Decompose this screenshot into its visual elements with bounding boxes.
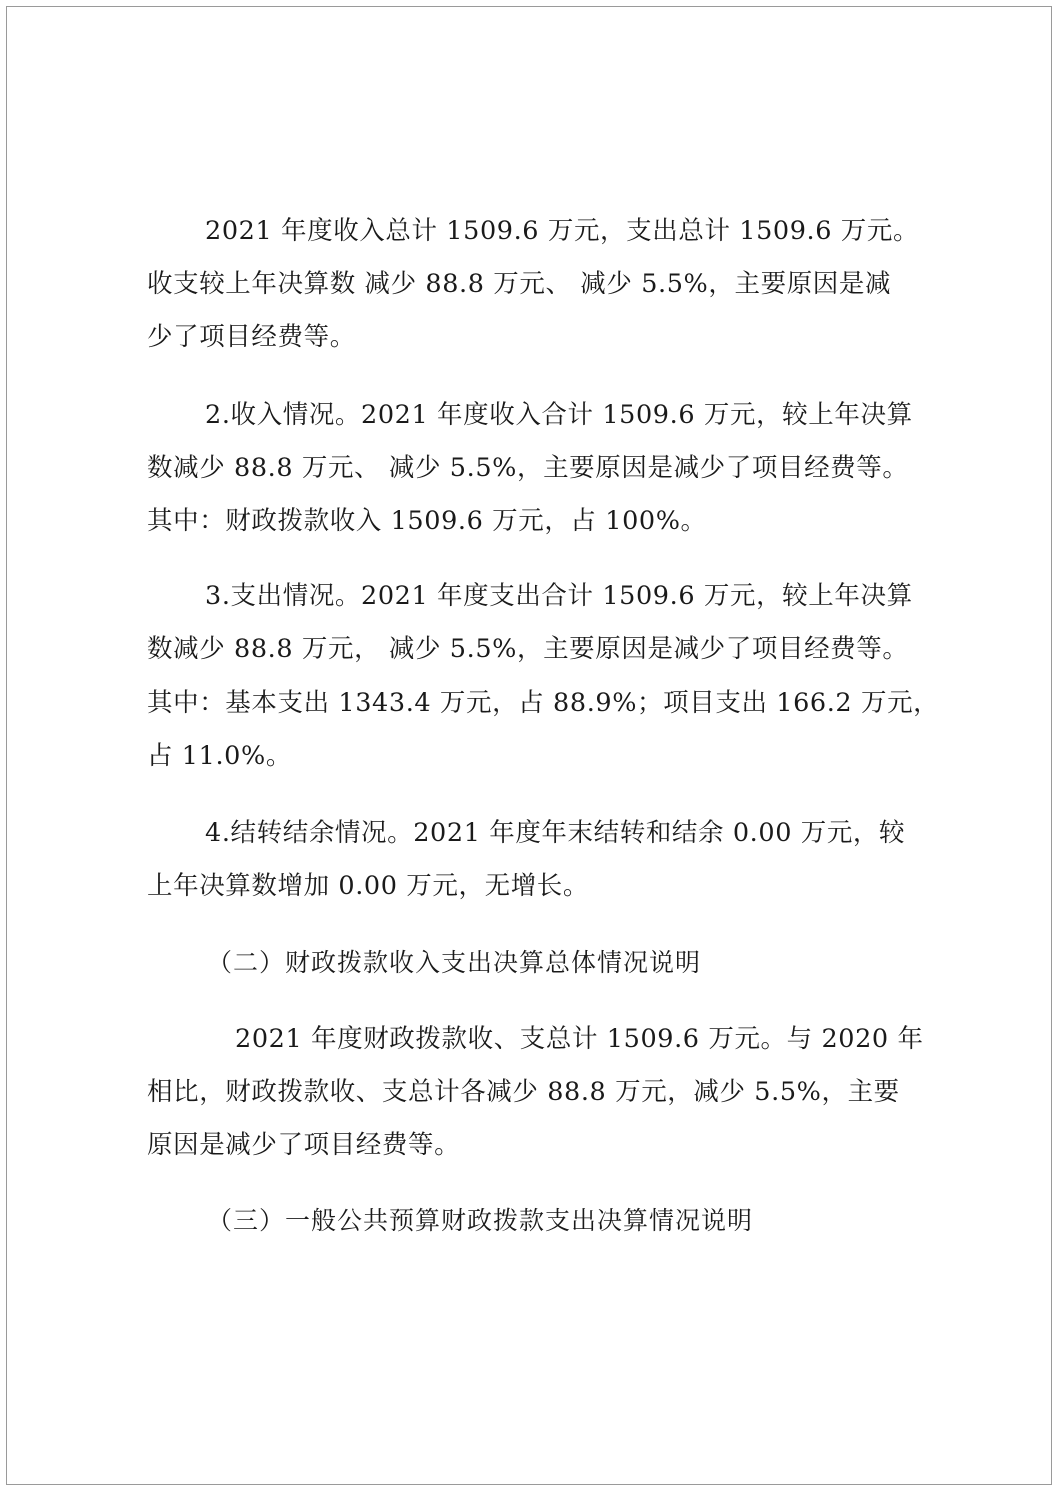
expense-line-2: 数减少 88.8 万元， 减少 5.5%，主要原因是减少了项目经费等。 xyxy=(147,634,909,664)
fiscal-line-1: 2021 年度财政拨款收、支总计 1509.6 万元。与 2020 年 xyxy=(235,1024,924,1054)
page xyxy=(6,6,1052,1485)
summary-line-2: 收支较上年决算数 减少 88.8 万元、 减少 5.5%，主要原因是减 xyxy=(147,269,892,299)
summary-line-1: 2021 年度收入总计 1509.6 万元，支出总计 1509.6 万元。 xyxy=(205,216,920,246)
expense-line-1: 3.支出情况。2021 年度支出合计 1509.6 万元，较上年决算 xyxy=(205,581,913,611)
income-line-3: 其中：财政拨款收入 1509.6 万元，占 100%。 xyxy=(147,506,707,536)
expense-line-3: 其中：基本支出 1343.4 万元，占 88.9%；项目支出 166.2 万元， xyxy=(147,688,940,718)
section-heading-3: （三）一般公共预算财政拨款支出决算情况说明 xyxy=(207,1206,754,1235)
income-line-1: 2.收入情况。2021 年度收入合计 1509.6 万元，较上年决算 xyxy=(205,400,913,430)
summary-line-3: 少了项目经费等。 xyxy=(147,322,356,352)
section-heading-2: （二）财政拨款收入支出决算总体情况说明 xyxy=(207,948,702,977)
fiscal-line-3: 原因是减少了项目经费等。 xyxy=(147,1130,461,1160)
income-line-2: 数减少 88.8 万元、 减少 5.5%，主要原因是减少了项目经费等。 xyxy=(147,453,909,483)
fiscal-line-2: 相比，财政拨款收、支总计各减少 88.8 万元，减少 5.5%，主要 xyxy=(147,1077,900,1107)
balance-line-2: 上年决算数增加 0.00 万元，无增长。 xyxy=(147,871,589,901)
balance-line-1: 4.结转结余情况。2021 年度年末结转和结余 0.00 万元，较 xyxy=(205,818,906,848)
expense-line-4: 占 11.0%。 xyxy=(147,741,292,771)
